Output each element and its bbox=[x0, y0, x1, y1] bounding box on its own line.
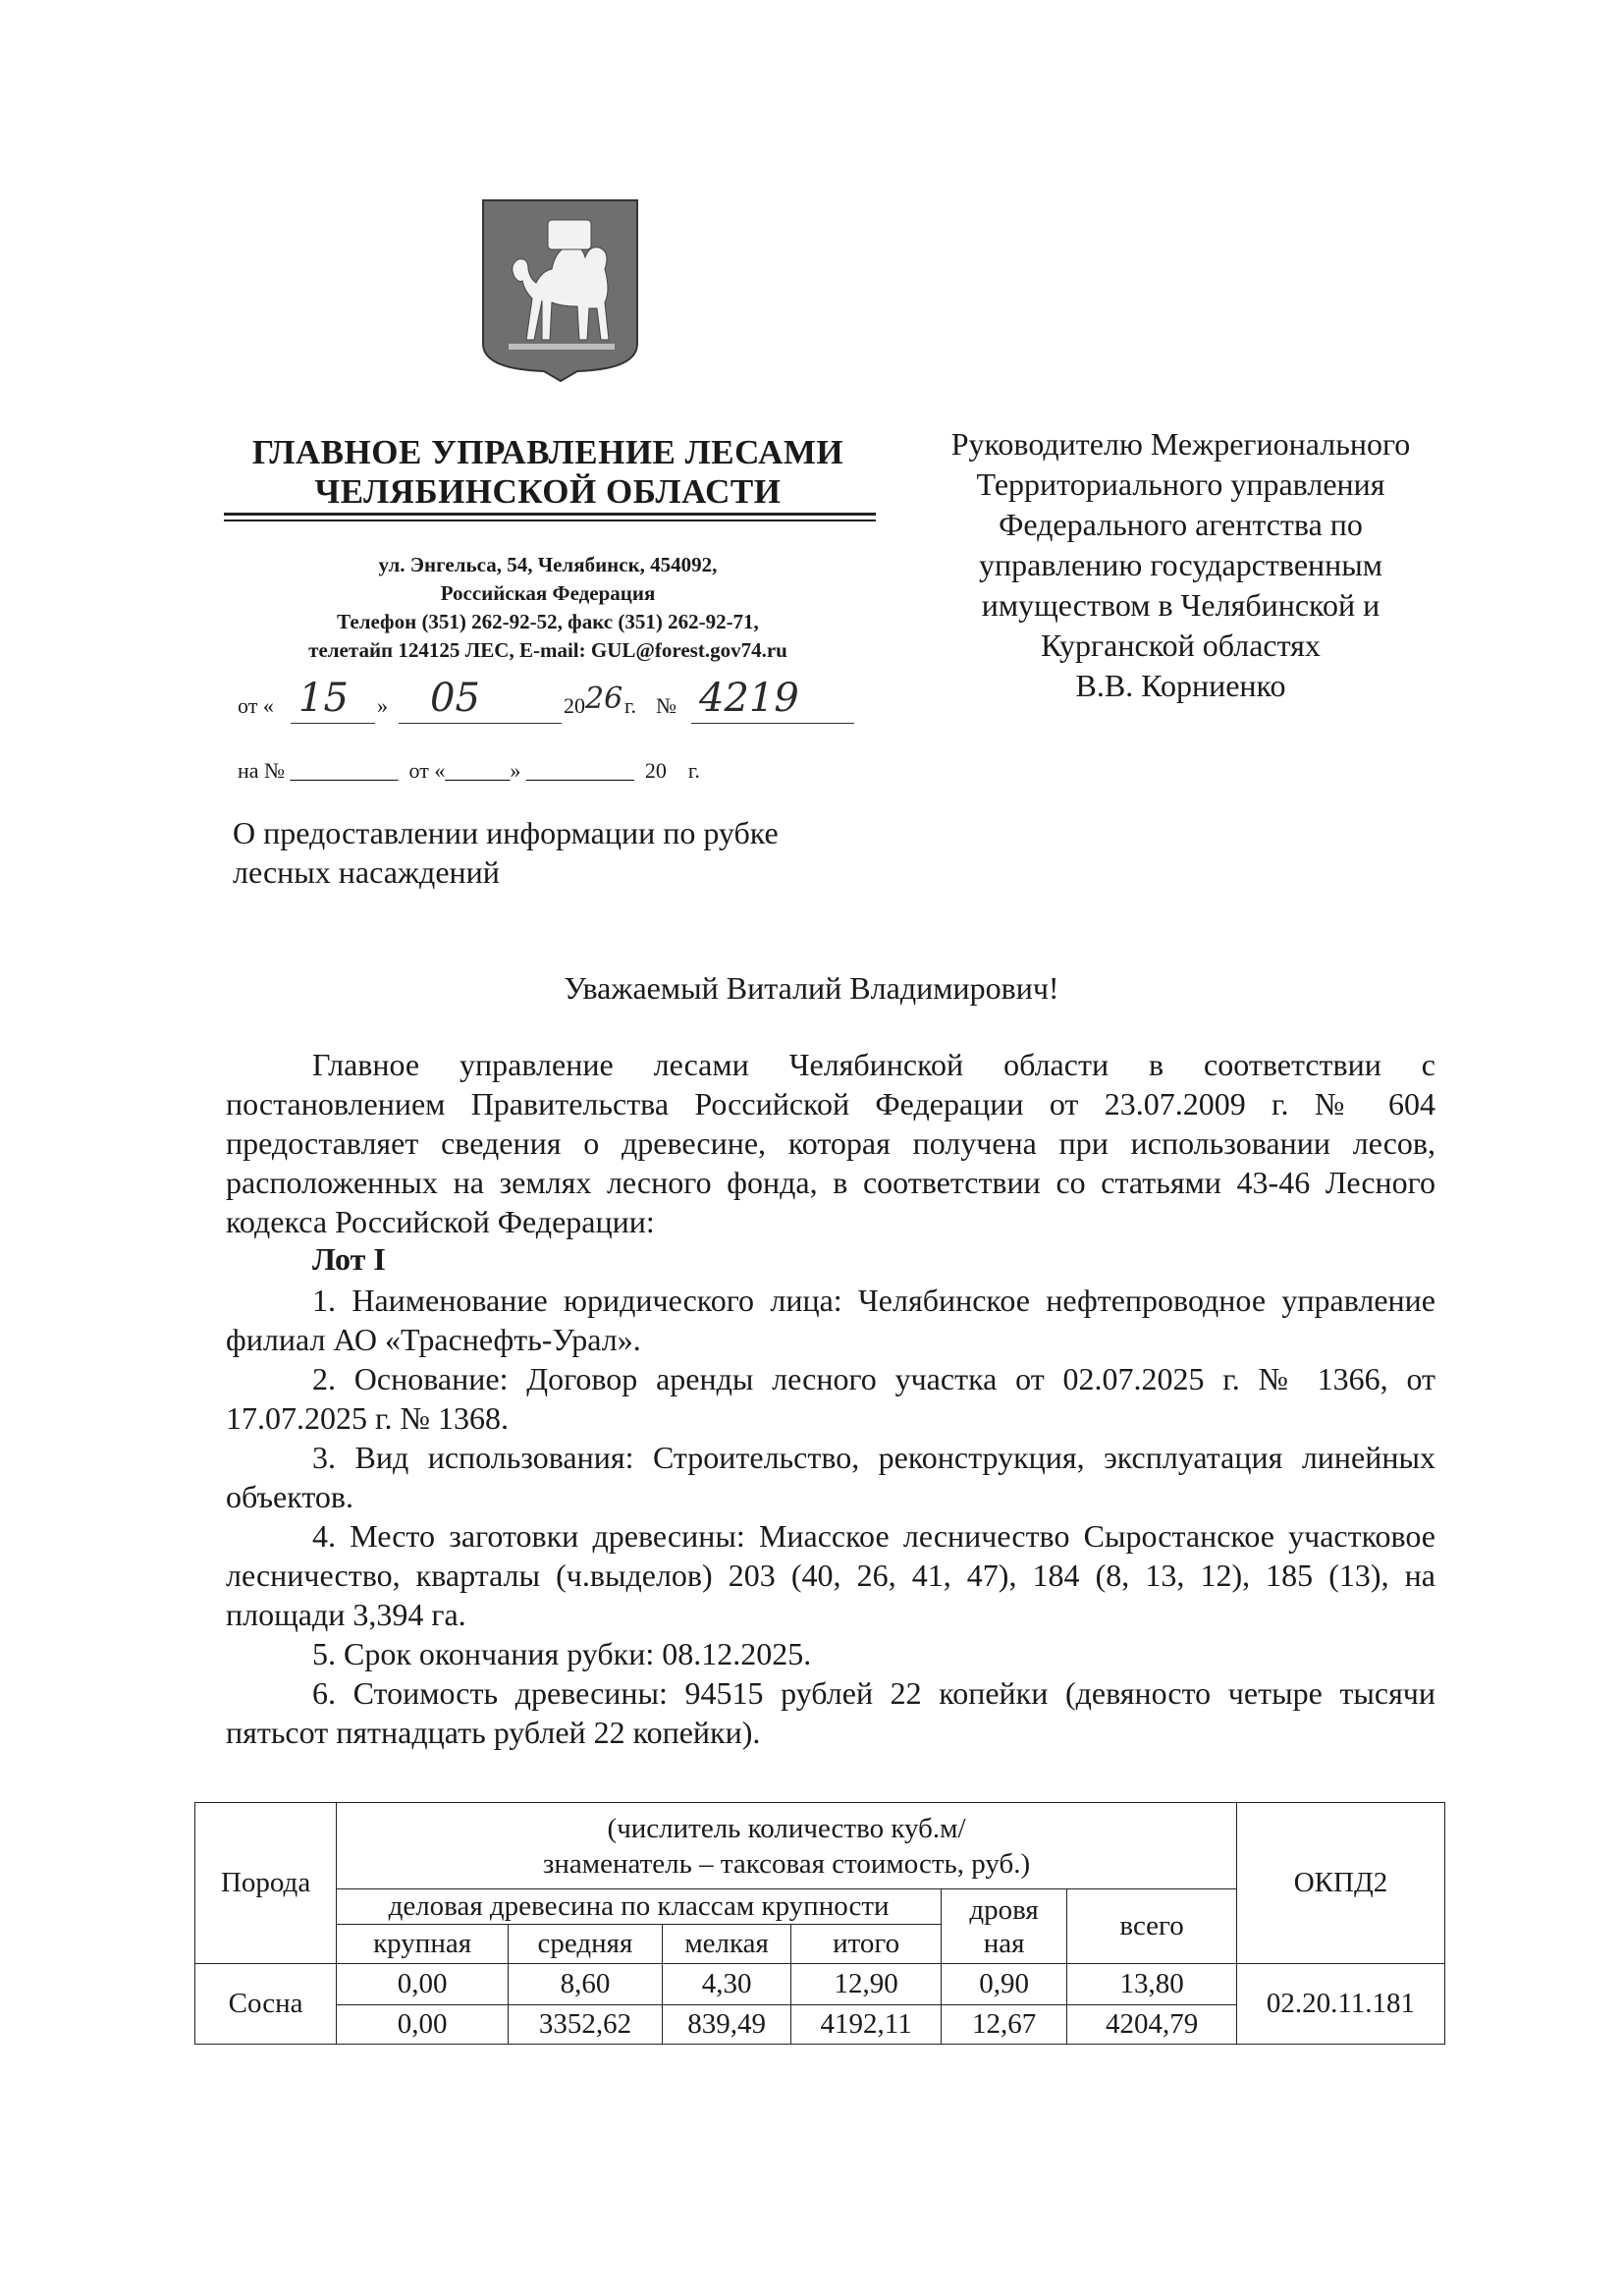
species-cell: Сосна bbox=[195, 1964, 337, 2045]
col-large-header: крупная bbox=[337, 1925, 509, 1964]
col-medium-header: средняя bbox=[509, 1925, 663, 1964]
subject-line1: О предоставлении информации по рубке bbox=[233, 815, 779, 850]
recipient-line: имуществом в Челябинской и bbox=[981, 587, 1380, 623]
volume-cell: 0,90 bbox=[941, 1964, 1066, 2005]
letter-subject bbox=[233, 813, 871, 892]
volume-cell: 12,90 bbox=[791, 1964, 942, 2005]
recipient-line: Руководителю Межрегионального bbox=[950, 426, 1411, 462]
outgoing-year: 26 bbox=[585, 682, 623, 716]
volume-cost-header-line2: знаменатель – таксовая стоимость, руб.) bbox=[542, 1847, 1031, 1880]
cost-cell: 4204,79 bbox=[1067, 2005, 1237, 2045]
incoming-reference-row: на № __________ от «______» __________ 20 г. bbox=[238, 758, 700, 783]
outgoing-year-suffix: г. bbox=[624, 693, 637, 718]
table-row-volume bbox=[195, 1964, 1445, 2005]
body-item-3: 3. Вид использования: Строительство, реконструкция, эксплуатация линейных объектов. bbox=[226, 1440, 1435, 1514]
okpd-cell: 02.20.11.181 bbox=[1236, 1964, 1444, 2045]
body-intro: Главное управление лесами Челябинской области в соответствии с постановлением Правительства Российской Федерации от 23.07.2009 г. № 604 предоставляет сведения о древесине, которая получена при использовании лесов, расположенных на землях лесного фонда, в соответствии со статьями 43-46 Лесного кодекса Российской Федерации: bbox=[226, 1047, 1435, 1239]
cost-cell: 839,49 bbox=[662, 2005, 790, 2045]
col-firewood-line1: дровя bbox=[969, 1893, 1039, 1926]
org-teletype-email: телетайп 124125 ЛЕС, E-mail: GUL@forest.gov74.ru bbox=[308, 638, 787, 662]
recipient-line: управлению государственным bbox=[978, 547, 1383, 582]
outgoing-month: 05 bbox=[430, 676, 480, 721]
outgoing-day: 15 bbox=[298, 676, 349, 721]
org-address-line1: ул. Энгельса, 54, Челябинск, 454092, bbox=[378, 553, 718, 576]
org-phone: Телефон (351) 262-92-52, факс (351) 262-92-71, bbox=[337, 610, 759, 633]
recipient-line: Курганской областях bbox=[1041, 628, 1321, 663]
volume-cell: 4,30 bbox=[662, 1964, 790, 2005]
cost-cell: 3352,62 bbox=[509, 2005, 663, 2045]
volume-cell: 13,80 bbox=[1067, 1964, 1237, 2005]
business-wood-header: деловая древесина по классам крупности bbox=[337, 1889, 942, 1925]
volume-cost-header-line1: (числитель количество куб.м/ bbox=[607, 1812, 966, 1844]
cost-cell: 12,67 bbox=[941, 2005, 1066, 2045]
cost-cell: 4192,11 bbox=[791, 2005, 942, 2045]
org-name-line2: ЧЕЛЯБИНСКОЙ ОБЛАСТИ bbox=[314, 472, 782, 511]
timber-table bbox=[194, 1802, 1445, 2045]
recipient-line: Федерального агентства по bbox=[999, 507, 1363, 542]
body-item-6: 6. Стоимость древесины: 94515 рублей 22 копейки (девяносто четыре тысячи пятьсот пятнадцать рублей 22 копейки). bbox=[226, 1675, 1435, 1750]
col-subtotal-header: итого bbox=[791, 1925, 942, 1964]
recipient-line: Территориального управления bbox=[976, 466, 1385, 502]
org-divider-top bbox=[224, 513, 876, 516]
coat-of-arms-emblem bbox=[479, 196, 641, 383]
outgoing-number: 4219 bbox=[699, 676, 799, 721]
body-item-1: 1. Наименование юридического лица: Челябинское нефтепроводное управление филиал АО «Траснефть-Урал». bbox=[226, 1283, 1435, 1357]
body-item-4: 4. Место заготовки древесины: Миасское лесничество Сыростанское участковое лесничество, кварталы (ч.выделов) 203 (40, 26, 41, 47), 184 (8, 13, 12), 185 (13), на площади 3,394 га. bbox=[226, 1518, 1435, 1632]
col-firewood-line2: ная bbox=[983, 1927, 1025, 1959]
recipient-block bbox=[908, 424, 1453, 706]
cost-cell: 0,00 bbox=[337, 2005, 509, 2045]
outgoing-from-label: от « bbox=[238, 693, 274, 718]
org-divider-bottom bbox=[224, 519, 876, 521]
col-firewood-header bbox=[941, 1889, 1066, 1964]
col-total-header: всего bbox=[1067, 1889, 1237, 1964]
volume-cell: 0,00 bbox=[337, 1964, 509, 2005]
outgoing-number-label: № bbox=[656, 693, 676, 718]
org-address-line2: Российская Федерация bbox=[440, 581, 656, 605]
col-small-header: мелкая bbox=[662, 1925, 790, 1964]
outgoing-year-prefix: 20 bbox=[564, 693, 585, 718]
subject-line2: лесных насаждений bbox=[233, 854, 500, 890]
greeting: Уважаемый Виталий Владимирович! bbox=[564, 970, 1059, 1006]
body-item-5: 5. Срок окончания рубки: 08.12.2025. bbox=[312, 1636, 812, 1671]
outgoing-date-row bbox=[238, 693, 274, 719]
outgoing-month-field bbox=[399, 693, 562, 724]
volume-cost-header bbox=[337, 1803, 1237, 1889]
col-species-header: Порода bbox=[195, 1803, 337, 1964]
org-name-line1: ГЛАВНОЕ УПРАВЛЕНИЕ ЛЕСАМИ bbox=[251, 433, 844, 471]
col-okpd-header: ОКПД2 bbox=[1236, 1803, 1444, 1964]
outgoing-close-quote: » bbox=[377, 693, 388, 718]
volume-cell: 8,60 bbox=[509, 1964, 663, 2005]
body-item-2: 2. Основание: Договор аренды лесного участка от 02.07.2025 г. № 1366, от 17.07.2025 г. № 1368. bbox=[226, 1361, 1435, 1436]
recipient-name: В.В. Корниенко bbox=[1075, 668, 1286, 703]
lot-heading: Лот I bbox=[312, 1241, 386, 1277]
